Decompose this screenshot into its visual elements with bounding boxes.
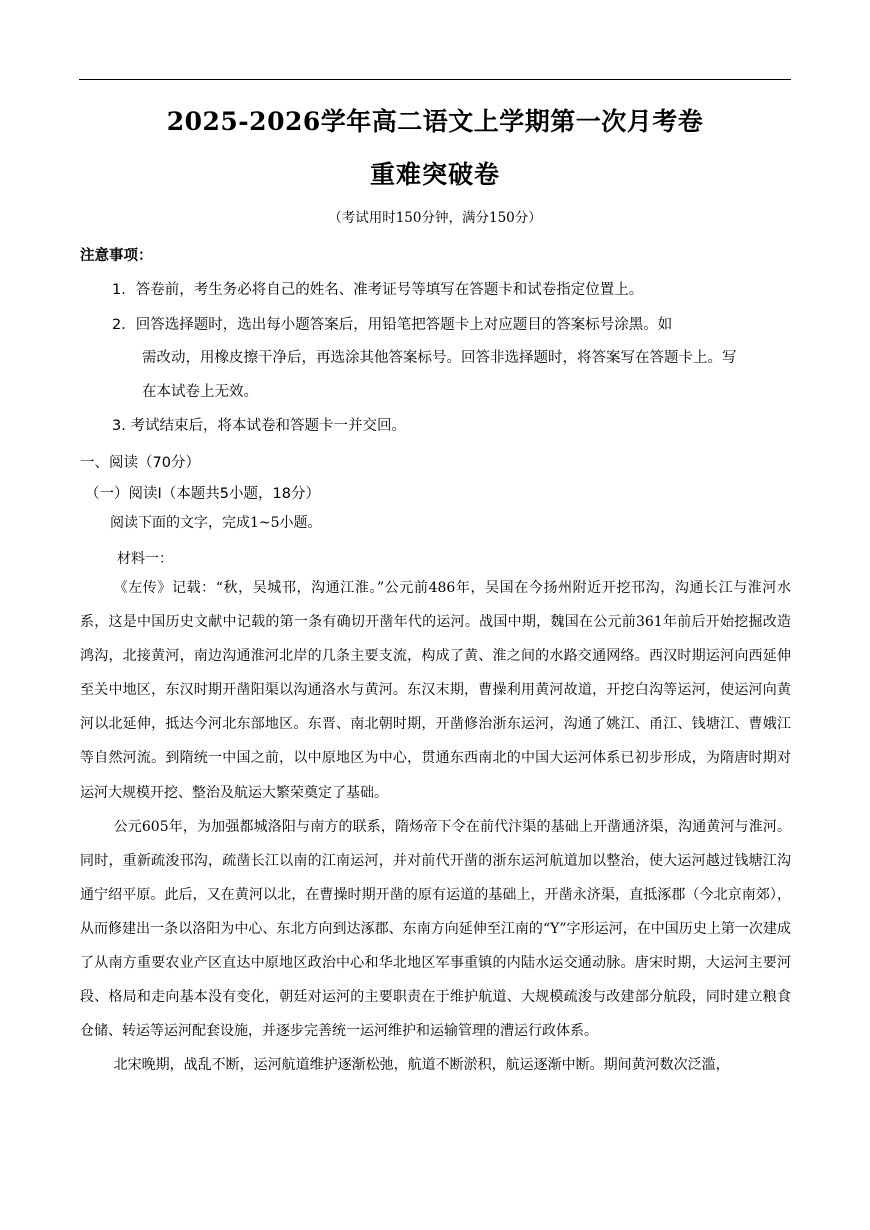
- section-heading: 一、阅读（70分）: [80, 455, 200, 471]
- instruction-item-2: 2．回答选择题时，选出每小题答案后，用铅笔把答题卡上对应题目的答案标号涂黑。如: [112, 317, 673, 333]
- passage-body: [80, 571, 791, 1082]
- exam-title: 2025-2026学年高二语文上学期第一次月考卷: [166, 107, 704, 136]
- instruction-item-2-cont: 需改动，用橡皮擦干净后，再选涂其他答案标号。回答非选择题时，将答案写在答题卡上。写: [142, 350, 737, 366]
- passage-paragraph: 北宋晚期，战乱不断，运河航道维护逐渐松弛，航道不断淤积，航运逐渐中断。期间黄河数次泛滥，: [113, 1057, 730, 1074]
- exam-time-note: （考试用时150分钟，满分150分）: [328, 210, 542, 226]
- exam-subtitle: 重难突破卷: [369, 160, 500, 189]
- passage-paragraph: 《左传》记载：“秋，吴城邗，沟通江淮。”公元前486年，吴国在今扬州附近开挖邗沟，沟通长江与淮河水系，这是中国历史文献中记载的第一条有确切开凿年代的运河。战国中期，魏国在公元前361年前后开始挖掘改造鸿沟，北接黄河，南边沟通淮河北岸的几条主要支流，构成了黄、淮之间的水路交通网络。西汉时期运河向西延伸至关中地区，东汉时期开凿阳渠以沟通洛水与黄河。东汉末期，曹操利用黄河故道，开挖白沟等运河，使运河向黄河以北延伸，抵达今河北东部地区。东晋、南北朝时期，开凿修治浙东运河，沟通了姚江、甬江、钱塘江、曹娥江等自然河流。到隋统一中国之前，以中原地区为中心，贯通东西南北的中国大运河体系已初步形成，为隋唐时期对运河大规模开挖、整治及航运大繁荣奠定了基础。: [80, 580, 791, 801]
- header-rule: [79, 79, 791, 80]
- instructions-heading: 注意事项：: [80, 248, 153, 264]
- reading-direction: 阅读下面的文字，完成1~5小题。: [110, 515, 322, 531]
- instruction-item-2-end: 在本试卷上无效。: [142, 384, 258, 400]
- instruction-item-1: 1．答卷前，考生务必将自己的姓名、准考证号等填写在答题卡和试卷指定位置上。: [112, 282, 644, 298]
- passage-paragraph: 公元605年，为加强都城洛阳与南方的联系，隋炀帝下令在前代汴渠的基础上开凿通济渠，沟通黄河与淮河。同时，重新疏浚邗沟，疏凿长江以南的江南运河，并对前代开凿的浙东运河航道加以整治，使大运河越过钱塘江沟通宁绍平原。此后，又在黄河以北，在曹操时期开凿的原有运道的基础上，开凿永济渠，直抵涿郡（今北京南郊），从而修建出一条以洛阳为中心、东北方向到达涿郡、东南方向延伸至江南的“Y”字形运河，在中国历史上第一次建成了从南方重要农业产区直达中原地区政治中心和华北地区军事重镇的内陆水运交通动脉。唐宋时期，大运河主要河段、格局和走向基本没有变化，朝廷对运河的主要职责在于维护航道、大规模疏浚与改建部分航段，同时建立粮食仓储、转运等运河配套设施，并逐步完善统一运河维护和运输管理的漕运行政体系。: [80, 818, 791, 1040]
- material-label: 材料一：: [117, 551, 173, 567]
- section-subheading: （一）阅读Ⅰ（本题共5小题，18分）: [85, 486, 320, 502]
- instruction-item-3: 3. 考试结束后，将本试卷和答题卡一并交回。: [112, 418, 406, 434]
